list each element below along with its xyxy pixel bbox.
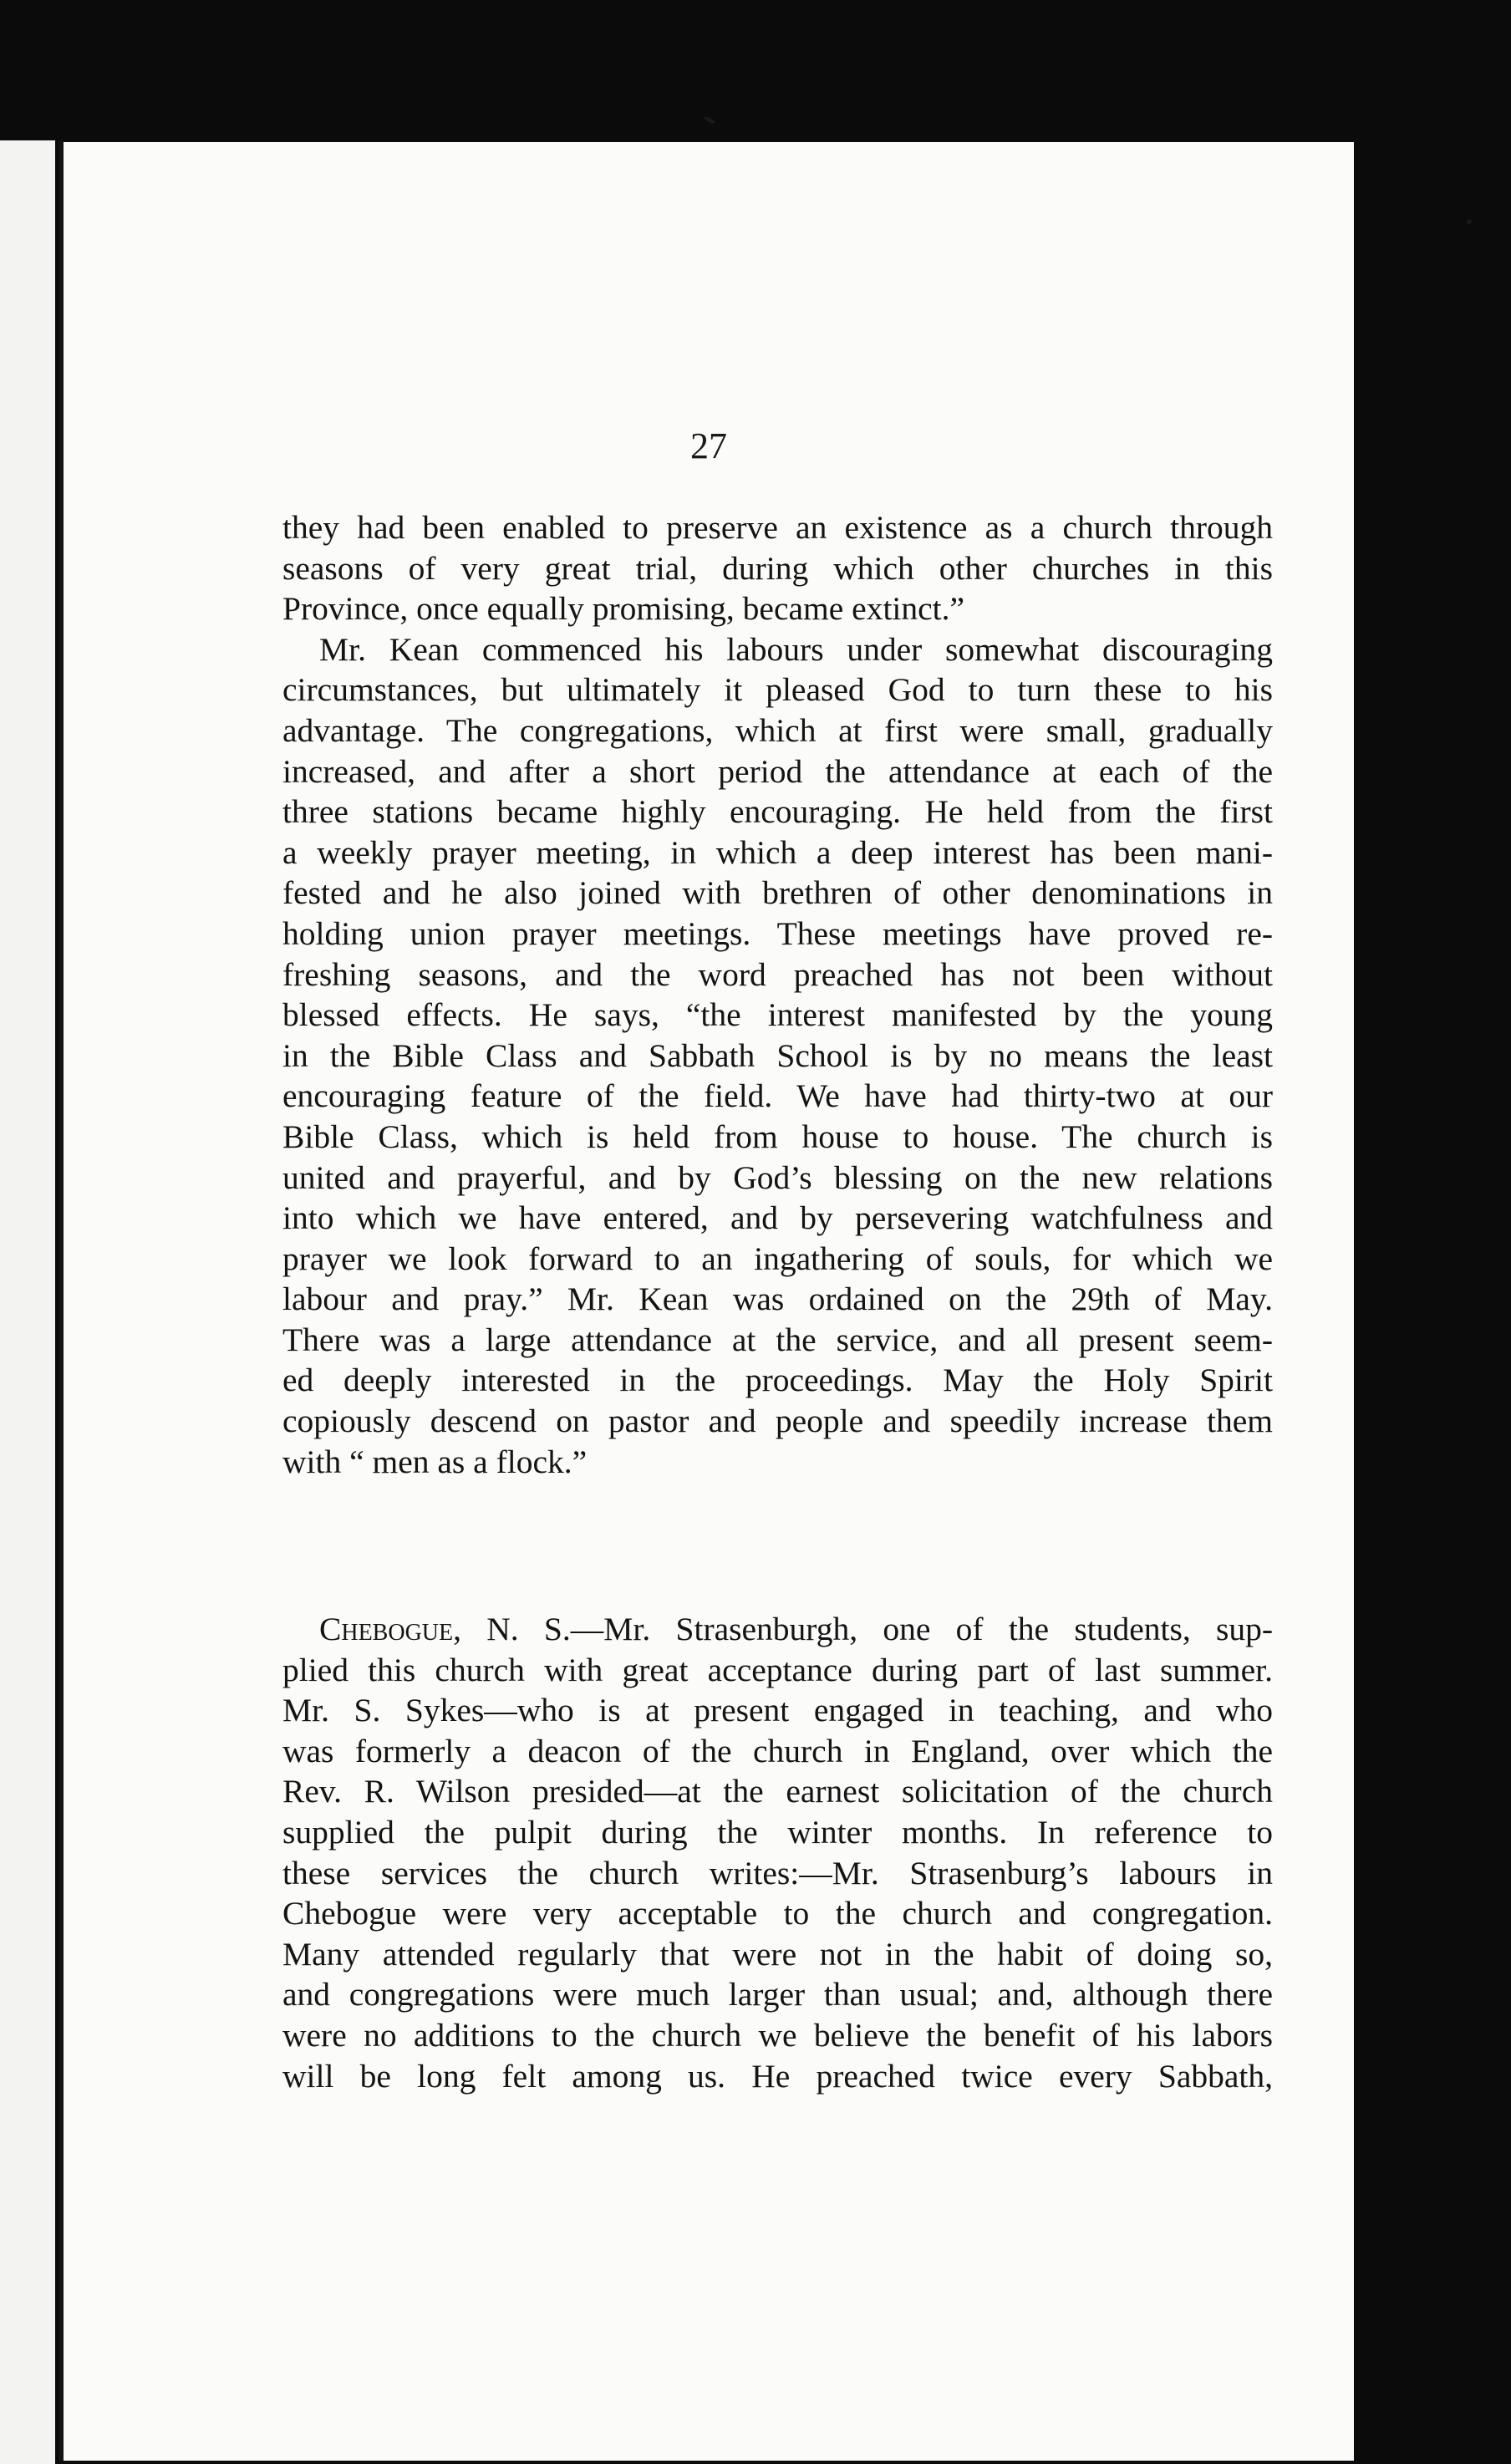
- text-line: prayer we look forward to an ingathering of souls, for which we: [282, 1240, 1273, 1277]
- text-line: they had been enabled to preserve an existence as a church through: [282, 509, 1273, 546]
- text-line: ed deeply interested in the proceedings. May the Holy Spirit: [282, 1362, 1273, 1399]
- text-line: Bible Class, which is held from house to house. The church is: [282, 1117, 1273, 1155]
- text-line: three stations became highly encouraging. He held from the first: [282, 793, 1273, 831]
- section-heading-chebogue: Chebogue: [319, 1611, 454, 1647]
- text-line: [282, 1609, 1273, 1650]
- text-line: increased, and after a short period the attendance at each of the: [282, 752, 1273, 790]
- text-line: in the Bible Class and Sabbath School is by no means the least: [282, 1036, 1273, 1074]
- text-line: Rev. R. Wilson presided—at the earnest solicitation of the church: [282, 1773, 1273, 1810]
- text-line: encouraging feature of the field. We have had thirty-two at our: [282, 1077, 1273, 1115]
- text-line: was formerly a deacon of the church in England, over which the: [282, 1732, 1273, 1769]
- text-line: Many attended regularly that were not in the habit of doing so,: [282, 1935, 1273, 1973]
- text-line: united and prayerful, and by God’s blessing on the new relations: [282, 1158, 1273, 1196]
- text-line: advantage. The congregations, which at first were small, gradually: [282, 711, 1273, 749]
- text-line: Mr. S. Sykes—who is at present engaged in teaching, and who: [282, 1692, 1273, 1729]
- text-line: Province, once equally promising, became extinct.”: [282, 590, 965, 628]
- text-line: with “ men as a flock.”: [282, 1443, 588, 1480]
- text-line: There was a large attendance at the service, and all present seem-: [282, 1321, 1273, 1358]
- facing-page-edge: [0, 140, 55, 2464]
- text-line: will be long felt among us. He preached twice every Sabbath,: [282, 2057, 1273, 2095]
- text-line: were no additions to the church we believe the benefit of his labors: [282, 2016, 1273, 2054]
- text-line: these services the church writes:—Mr. Strasenburg’s labours in: [282, 1854, 1273, 1891]
- text-line: holding union prayer meetings. These meetings have proved re-: [282, 914, 1273, 952]
- text-line: and congregations were much larger than usual; and, although there: [282, 1976, 1273, 2013]
- paragraph-chebogue: [282, 1609, 1273, 2096]
- paragraph-kean: [282, 507, 1273, 1482]
- text-line: seasons of very great trial, during which other churches in this: [282, 549, 1273, 587]
- text-line: blessed effects. He says, “the interest manifested by the young: [282, 996, 1273, 1034]
- text-line-rest: , N. S.—Mr. Strasenburgh, one of the students, sup-: [453, 1611, 1273, 1647]
- text-line: freshing seasons, and the word preached has not been without: [282, 955, 1273, 993]
- text-line: fested and he also joined with brethren of other denominations in: [282, 874, 1273, 912]
- text-line: labour and pray.” Mr. Kean was ordained on the 29th of May.: [282, 1280, 1273, 1318]
- page-number: 27: [690, 425, 727, 466]
- text-line: circumstances, but ultimately it pleased God to turn these to his: [282, 671, 1273, 709]
- scan-speck: [1467, 219, 1472, 224]
- text-line: Chebogue were very acceptable to the church and congregation.: [282, 1895, 1273, 1932]
- text-line: copiously descend on pastor and people and speedily increase them: [282, 1403, 1273, 1440]
- text-line: plied this church with great acceptance during part of last summer.: [282, 1651, 1273, 1688]
- text-line: Mr. Kean commenced his labours under somewhat discouraging: [319, 630, 1273, 668]
- text-line: into which we have entered, and by persevering watchfulness and: [282, 1199, 1273, 1237]
- book-page: [64, 142, 1354, 2461]
- text-line: a weekly prayer meeting, in which a deep interest has been mani-: [282, 833, 1273, 871]
- scan-speck: [704, 115, 716, 125]
- text-line: supplied the pulpit during the winter months. In reference to: [282, 1813, 1273, 1851]
